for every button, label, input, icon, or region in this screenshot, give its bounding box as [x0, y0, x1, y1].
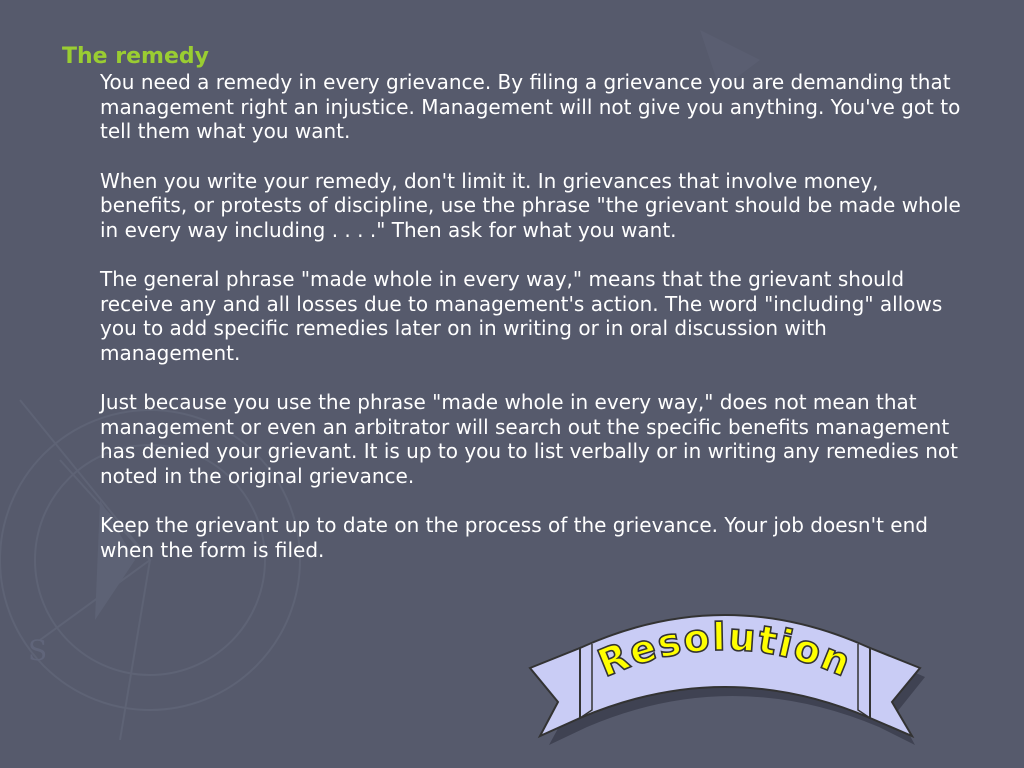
slide-heading: The remedy — [62, 44, 209, 69]
paragraph-3: The general phrase "made whole in every way," means that the grievant should receive any and all losses due to management's action. The word "including" allows you to add specific remedies later on in writing or in oral discussion with management. — [100, 267, 943, 365]
paragraph-2: When you write your remedy, don't limit it. In grievances that involve money, benefits, or protests of discipline, use the phrase "the grievant should be made whole in every way including . . . ." Then ask for what you want. — [100, 168, 961, 242]
banner-label: Resolution — [591, 614, 859, 686]
paragraph-4: Just because you use the phrase "made whole in every way," does not mean that management or even an arbitrator will search out the specific benefits management has denied your grievant. It is up to you to list verbally or in writing any remedies not noted in the original grievance. — [100, 390, 958, 488]
slide-content — [62, 44, 962, 587]
resolution-banner — [520, 610, 940, 760]
paragraph-5: Keep the grievant up to date on the process of the grievance. Your job doesn't end when the form is filed. — [100, 513, 928, 562]
paragraph-1: You need a remedy in every grievance. By filing a grievance you are demanding that management right an injustice. Management will not give you anything. You've got to tell them what you want. — [100, 70, 961, 143]
svg-text:S: S — [28, 634, 48, 667]
